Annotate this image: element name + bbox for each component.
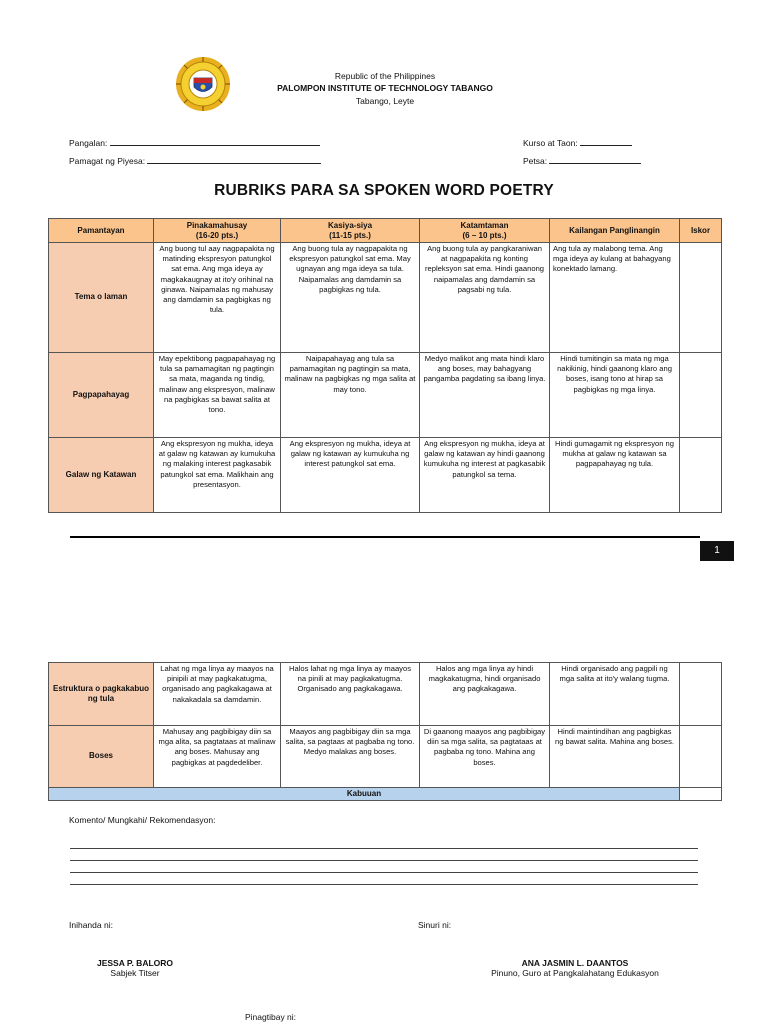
score-cell[interactable] (680, 243, 722, 353)
rubric-cell: Di gaanong maayos ang pagbibigay diin sa mga salita, sa pagtataas at pagbaba ng tono. Mahina ang boses. (420, 726, 550, 788)
field-kurso-label: Kurso at Taon: (523, 138, 578, 148)
rubric-cell: May epektibong pagpapahayag ng tula sa pamamagitan ng pagtingin sa mata, maganda ng tindig, malinaw ang ekspresyon, malinaw na pagbigkas sa bawat salita at tono. (154, 353, 281, 438)
field-pangalan[interactable] (69, 137, 320, 148)
table-row (49, 243, 722, 353)
field-petsa[interactable] (523, 155, 641, 166)
rubric-cell: Ang buong tula ay pangkaraniwan at nagpapakita ng konting repleksyon sat ema. Hindi gaanong naipamalas ang damdamin sa pagsabi ng tula. (420, 243, 550, 353)
table-row (49, 726, 722, 788)
field-pangalan-label: Pangalan: (69, 138, 108, 148)
rubric-cell: Ang ekspresyon ng mukha, ideya at galaw ng katawan ay kumukuha ng malaking interest pagkasabik patungkol sat ema. Malikhain ang presentasyon. (154, 438, 281, 513)
score-cell[interactable] (680, 438, 722, 513)
field-pamagat[interactable] (69, 155, 321, 166)
rubric-cell: Halos ang mga linya ay hindi magkakatugma, hindi organisado ang pagkakagawa. (420, 663, 550, 726)
total-label: Kabuuan (49, 788, 680, 801)
criterion-label: Estruktura o pagkakabuo ng tula (49, 663, 154, 726)
rubric-cell: Ang buong tula ay nagpapakita ng ekspresyon patungkol sat ema. May ugnayan ang mga ideya sa tula. Naipamalas ang damdamin sa pagbigkas ng tula. (281, 243, 420, 353)
table-row (49, 663, 722, 726)
header-katamtaman: Katamtaman (6 – 10 pts.) (420, 219, 550, 243)
table-row (49, 353, 722, 438)
page-number: 1 (700, 541, 734, 561)
rubric-cell: Hindi maintindihan ang pagbigkas ng bawat salita. Mahina ang boses. (550, 726, 680, 788)
rubric-cell: Ang buong tul aay nagpapakita ng matinding ekspresyon patungkol sat ema. Ang mga ideya ay magkakaugnay at ito'y orihinal na ginawa. Naipamalas ng mahusay ang damdamin sa pagbigkas ng tula. (154, 243, 281, 353)
rubric-cell: Mahusay ang pagbibigay diin sa mga alita, sa pagtataas at malinaw ang boses. Mahusay ang pagbigkas at pagdedeliber. (154, 726, 281, 788)
reviewed-signature-block (470, 958, 680, 978)
rubric-header-row (49, 219, 722, 243)
comment-line[interactable] (70, 860, 698, 861)
rubric-cell: Naipapahayag ang tula sa pamamagitan ng pagtingin sa mata, malinaw na pagbigkas ng mga salita at may tono. (281, 353, 420, 438)
rubric-cell: Ang ekspresyon ng mukha, ideya at galaw ng katawan ay kumukuha ng interest patungkol sat ema. (281, 438, 420, 513)
prepared-by-label: Inihanda ni: (69, 920, 113, 930)
rubric-cell: Hindi gumagamit ng ekspresyon ng mukha at galaw ng katawan sa pagpapahayag ng tula. (550, 438, 680, 513)
field-pamagat-line[interactable] (147, 155, 321, 164)
reviewed-title: Pinuno, Guro at Pangkalahatang Edukasyon (491, 968, 659, 978)
reviewed-by-label: Sinuri ni: (418, 920, 452, 930)
page-footer-rule (70, 536, 700, 538)
field-petsa-label: Petsa: (523, 156, 548, 166)
rubric-cell: Halos lahat ng mga linya ay maayos na pinili at may pagkakatugma. Organisado ang pagkakagawa. (281, 663, 420, 726)
school-seal-logo (175, 56, 231, 112)
field-pamagat-label: Pamagat ng Piyesa: (69, 156, 146, 166)
total-row (49, 788, 722, 801)
rubric-cell: Maayos ang pagbibigay diin sa mga salita, sa pagtaas at pagbaba ng tono. Medyo malakas ang boses. (281, 726, 420, 788)
rubric-table-page1 (48, 218, 722, 513)
score-cell[interactable] (680, 353, 722, 438)
field-kurso[interactable] (523, 137, 632, 148)
header-institution: PALOMPON INSTITUTE OF TECHNOLOGY TABANGO (277, 83, 493, 93)
prepared-name: JESSA P. BALORO (96, 958, 174, 968)
header-republic: Republic of the Philippines (334, 71, 436, 81)
header-iskor: Iskor (680, 219, 722, 243)
comment-line[interactable] (70, 872, 698, 873)
criterion-label: Tema o laman (49, 243, 154, 353)
comment-line[interactable] (70, 884, 698, 885)
rubric-cell: Ang ekspresyon ng mukha, ideya at galaw ng katawan ay hindi gaanong kumukuha ng interest at pagkasabik patungkol sa tema. (420, 438, 550, 513)
field-petsa-line[interactable] (549, 155, 641, 164)
comments-label: Komento/ Mungkahi/ Rekomendasyon: (69, 815, 216, 825)
prepared-signature-block (70, 958, 200, 978)
score-cell[interactable] (680, 663, 722, 726)
rubric-cell: Hindi organisado ang pagpili ng mga salita at ito'y walang tugma. (550, 663, 680, 726)
field-pangalan-line[interactable] (110, 137, 320, 146)
rubric-cell: Hindi tumitingin sa mata ng mga nakikinig, hindi gaanong klaro ang boses, isang tono at hirap sa pagbigkas ng mga linya. (550, 353, 680, 438)
rubric-table-page2 (48, 662, 722, 801)
score-cell[interactable] (680, 726, 722, 788)
field-kurso-line[interactable] (580, 137, 632, 146)
total-score-cell[interactable] (680, 788, 722, 801)
document-title: RUBRIKS PARA SA SPOKEN WORD POETRY (214, 182, 554, 199)
criterion-label: Galaw ng Katawan (49, 438, 154, 513)
prepared-title: Sabjek Titser (110, 968, 160, 978)
criterion-label: Pagpapahayag (49, 353, 154, 438)
header-pamantayan: Pamantayan (49, 219, 154, 243)
header-pinakamahusay: Pinakamahusay (16-20 pts.) (154, 219, 281, 243)
header-kailangan-panglinangin: Kailangan Panglinangin (550, 219, 680, 243)
criterion-label: Boses (49, 726, 154, 788)
header-location: Tabango, Leyte (355, 96, 415, 106)
table-row (49, 438, 722, 513)
reviewed-name: ANA JASMIN L. DAANTOS (521, 958, 629, 968)
rubric-cell: Ang tula ay malabong tema. Ang mga ideya ay kulang at bahagyang konektado lamang. (550, 243, 680, 353)
approved-by-label: Pinagtibay ni: (245, 1012, 297, 1022)
comment-line[interactable] (70, 848, 698, 849)
header-kasiya-siya: Kasiya-siya (11-15 pts.) (281, 219, 420, 243)
rubric-cell: Medyo malikot ang mata hindi klaro ang boses, may bahagyang pangamba pagdating sa ibang linya. (420, 353, 550, 438)
rubric-cell: Lahat ng mga linya ay maayos na pinipili at may pagkakatugma, organisado ang pagkakagawa at nakakadala sa damdamin. (154, 663, 281, 726)
